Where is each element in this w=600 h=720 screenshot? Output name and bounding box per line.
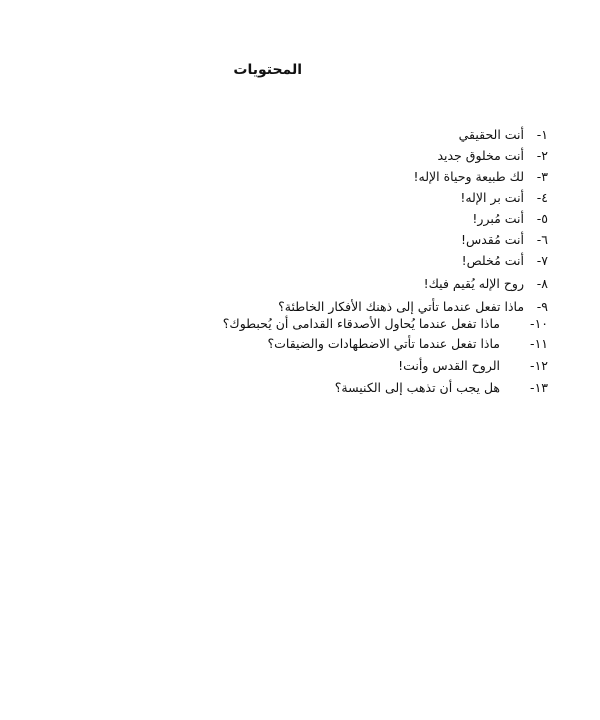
toc-item-number: ١٢- (530, 358, 548, 373)
toc-item (335, 380, 548, 396)
toc-item (414, 169, 549, 185)
toc-item-title: ماذا تفعل عندما يُحاول الأصدقاء القدامى أن يُحبطوك؟ (222, 316, 501, 331)
page-title: المحتويات (233, 62, 302, 78)
toc-item-number: ١١- (530, 336, 548, 351)
toc-item-number: ٤- (536, 190, 548, 205)
toc-item-title: ماذا تفعل عندما تأتي الاضطهادات والضيقات؟ (267, 336, 501, 351)
toc-item-number: ٢- (536, 148, 548, 163)
toc-item-number: ٥- (536, 211, 548, 226)
toc-item-number: ٦- (536, 232, 548, 247)
toc-item-title: روح الإله يُقيم فيك! (423, 276, 525, 291)
toc-item-title: أنت الحقيقي (458, 127, 525, 142)
toc-item-title: أنت مخلوق جديد (437, 148, 525, 163)
toc-item-title: هل يجب أن تذهب إلى الكنيسة؟ (334, 380, 501, 395)
toc-item-number: ٨- (536, 276, 548, 291)
toc-item-title: أنت مُبرر! (472, 211, 525, 226)
toc-item-number: ٣- (536, 169, 548, 184)
toc-item-title: لك طبيعة وحياة الإله! (413, 169, 525, 184)
toc-item (223, 316, 548, 332)
toc-item (437, 148, 548, 164)
toc-item-number: ٧- (536, 253, 548, 268)
toc-item (268, 336, 549, 352)
toc-item-title: أنت مُخلص! (461, 253, 525, 268)
toc-item-title: أنت مُقدس! (460, 232, 525, 247)
toc-item (460, 190, 548, 206)
toc-item (278, 299, 548, 315)
toc-item-title: ماذا تفعل عندما تأتي إلى ذهنك الأفكار الخاطئة؟ (278, 299, 525, 314)
toc-item (461, 232, 548, 248)
toc-item-number: ١٠- (530, 316, 548, 331)
toc-item-title: أنت بر الإله! (460, 190, 525, 205)
toc-item-title: الروح القدس وأنت! (398, 358, 501, 373)
toc-item-number: ٩- (536, 299, 548, 314)
toc-item (398, 358, 548, 374)
toc-item-number: ١٣- (530, 380, 548, 395)
toc-item-number: ١- (536, 127, 548, 142)
toc-item (424, 276, 548, 292)
toc-item (472, 211, 548, 227)
toc-item (459, 127, 548, 143)
toc-item (462, 253, 548, 269)
